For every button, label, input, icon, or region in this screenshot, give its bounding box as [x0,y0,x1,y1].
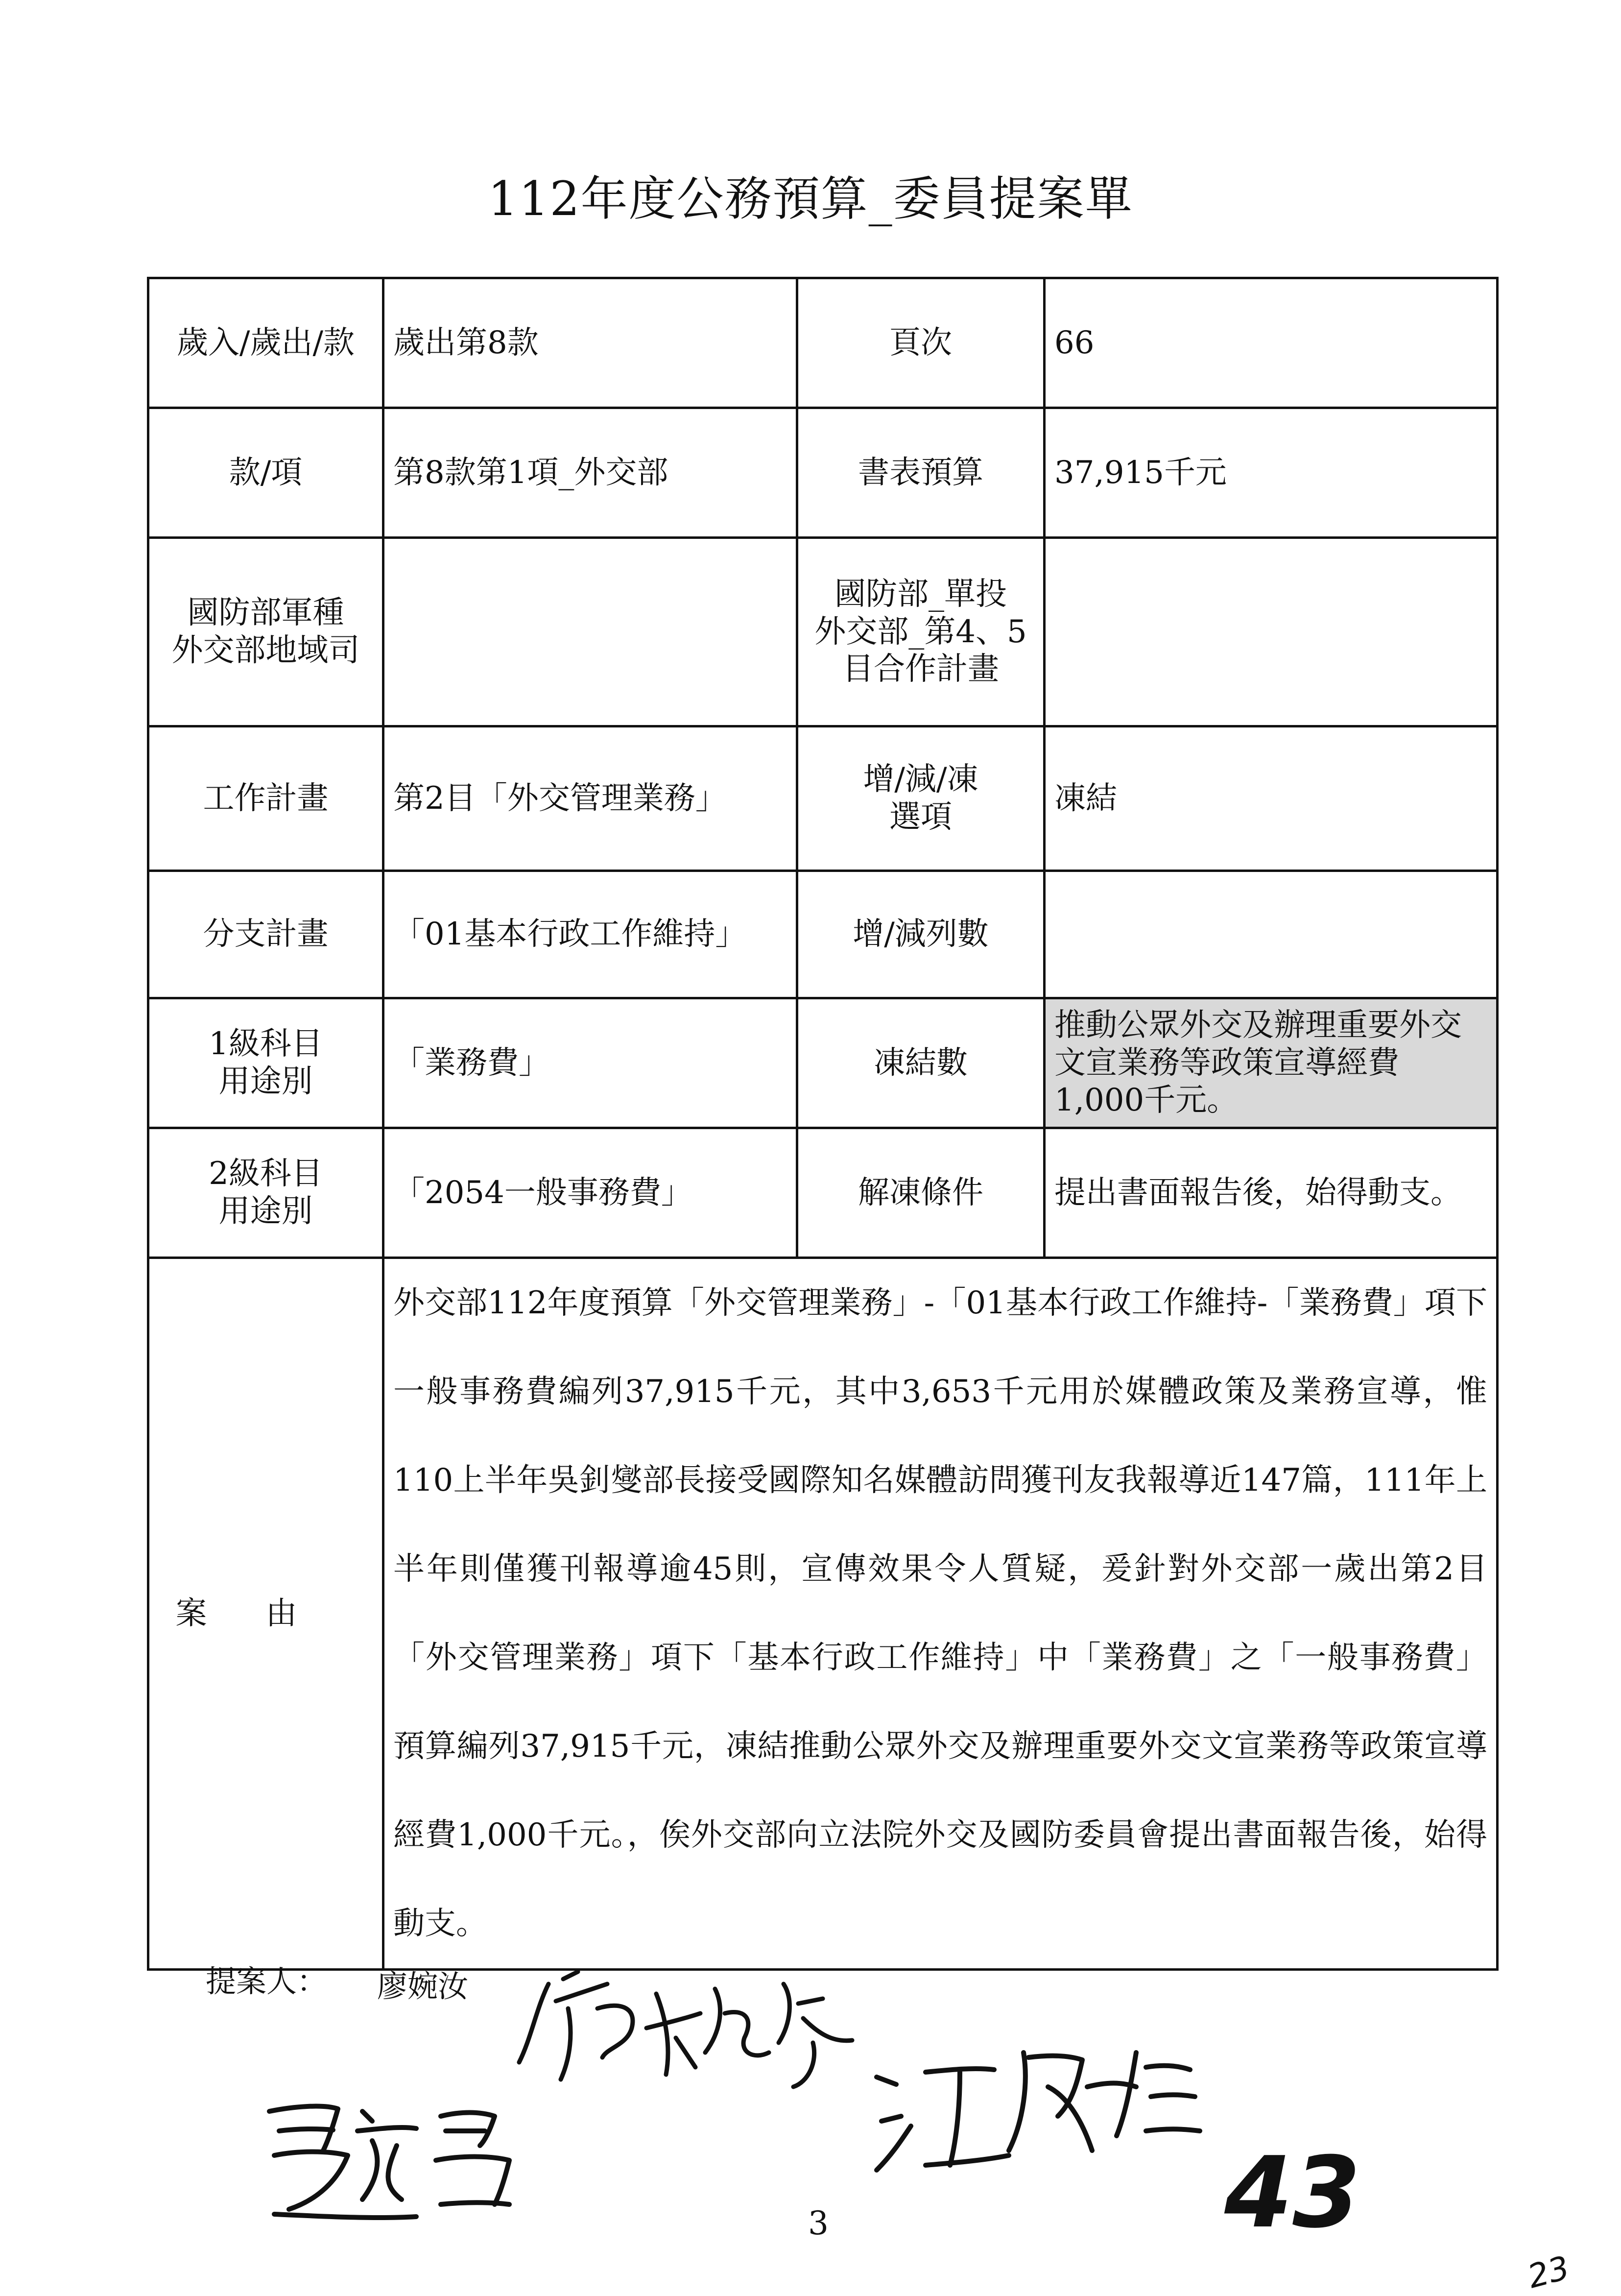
label-book-budget: 書表預算 [797,408,1045,538]
label-adjust-amount: 增/減列數 [797,871,1045,998]
value-level2: 「2054一般事務費」 [383,1128,797,1258]
label-work-plan: 工作計畫 [148,726,383,871]
label-page: 頁次 [797,278,1045,408]
label-branch-plan: 分支計畫 [148,871,383,998]
corner-mark: 23 [1524,2248,1573,2296]
form-row-level1 [148,998,1498,1128]
label-freeze-amount: 凍結數 [797,998,1045,1128]
value-branch-plan: 「01基本行政工作維持」 [383,871,797,998]
reason-text: 外交部112年度預算「外交管理業務」-「01基本行政工作維持-「業務費」項下一般事務費編列37,915千元，其中3,653千元用於媒體政策及業務宣導，惟110上半年吳釗燮部長接受國際知名媒體訪問獲刊友我報導近147篇，111年上半年則僅獲刊報導逾45則，宣傳效果令人質疑，爰針對外交部一歲出第2目「外交管理業務」項下「基本行政工作維持」中「業務費」之「一般事務費」預算編列37,915千元，凍結推動公眾外交及辦理重要外交文宣業務等政策宣導經費1,000千元。，俟外交部向立法院外交及國防委員會提出書面報告後，始得動支。 [393,1285,1487,1942]
label-unit [148,538,383,726]
form-row-level2 [148,1128,1498,1258]
value-work-plan: 第2目「外交管理業務」 [383,726,797,871]
form-row-section [148,408,1498,538]
proposal-form-table [147,277,1499,1971]
label-level1-line1: 1級科目 [209,1026,323,1063]
label-cooperation-line1: 國防部_單投 [834,576,1007,612]
value-budget-type: 歲出第8款 [383,278,797,408]
reason-cell [383,1258,1498,1970]
label-level2-line1: 2級科目 [209,1156,323,1192]
label-cooperation-plan [797,538,1045,726]
signature-jiang [862,2023,1205,2185]
label-section: 款/項 [148,408,383,538]
label-option-line2: 選項 [889,799,952,835]
value-page: 66 [1045,278,1498,408]
form-row-branch-plan [148,871,1498,998]
page-number: 3 [808,2204,829,2242]
page-title: 112年度公務預算_委員提案單 [488,171,1133,226]
label-unfreeze-condition: 解凍條件 [797,1128,1045,1258]
value-cooperation-plan [1045,538,1498,726]
value-unfreeze-condition: 提出書面報告後，始得動支。 [1045,1128,1498,1258]
form-row-unit [148,538,1498,726]
form-row-work-plan [148,726,1498,871]
label-level1-line2: 用途別 [218,1063,313,1100]
value-unit [383,538,797,726]
signature-liao [509,1955,862,2116]
proposer-label: 提案人： [206,1963,328,1999]
label-option-line1: 增/減/凍 [863,761,978,798]
value-level1: 「業務費」 [383,998,797,1128]
label-level1 [148,998,383,1128]
label-budget-type: 歲入/歲出/款 [148,278,383,408]
label-cooperation-line2: 外交部_第4、5 [814,613,1027,650]
label-unit-line2: 外交部地域司 [171,632,360,669]
value-adjust-amount [1045,871,1498,998]
value-freeze-amount: 推動公眾外交及辦理重要外交文宣業務等政策宣導經費1,000千元。 [1045,998,1498,1128]
handwritten-number: 43 [1224,2136,1361,2250]
label-level2-line2: 用途別 [218,1193,313,1230]
value-option: 凍結 [1045,726,1498,871]
label-reason: 案由 [148,1258,383,1970]
label-option [797,726,1045,871]
label-unit-line1: 國防部軍種 [187,595,344,631]
label-cooperation-line3: 目合作計畫 [842,651,999,688]
value-section: 第8款第1項_外交部 [383,408,797,538]
value-book-budget: 37,915千元 [1045,408,1498,538]
form-row-reason [148,1258,1498,1970]
proposer-name: 廖婉汝 [377,1968,469,2004]
signature-ma [255,2082,529,2229]
label-level2 [148,1128,383,1258]
form-row-budget-type [148,278,1498,408]
